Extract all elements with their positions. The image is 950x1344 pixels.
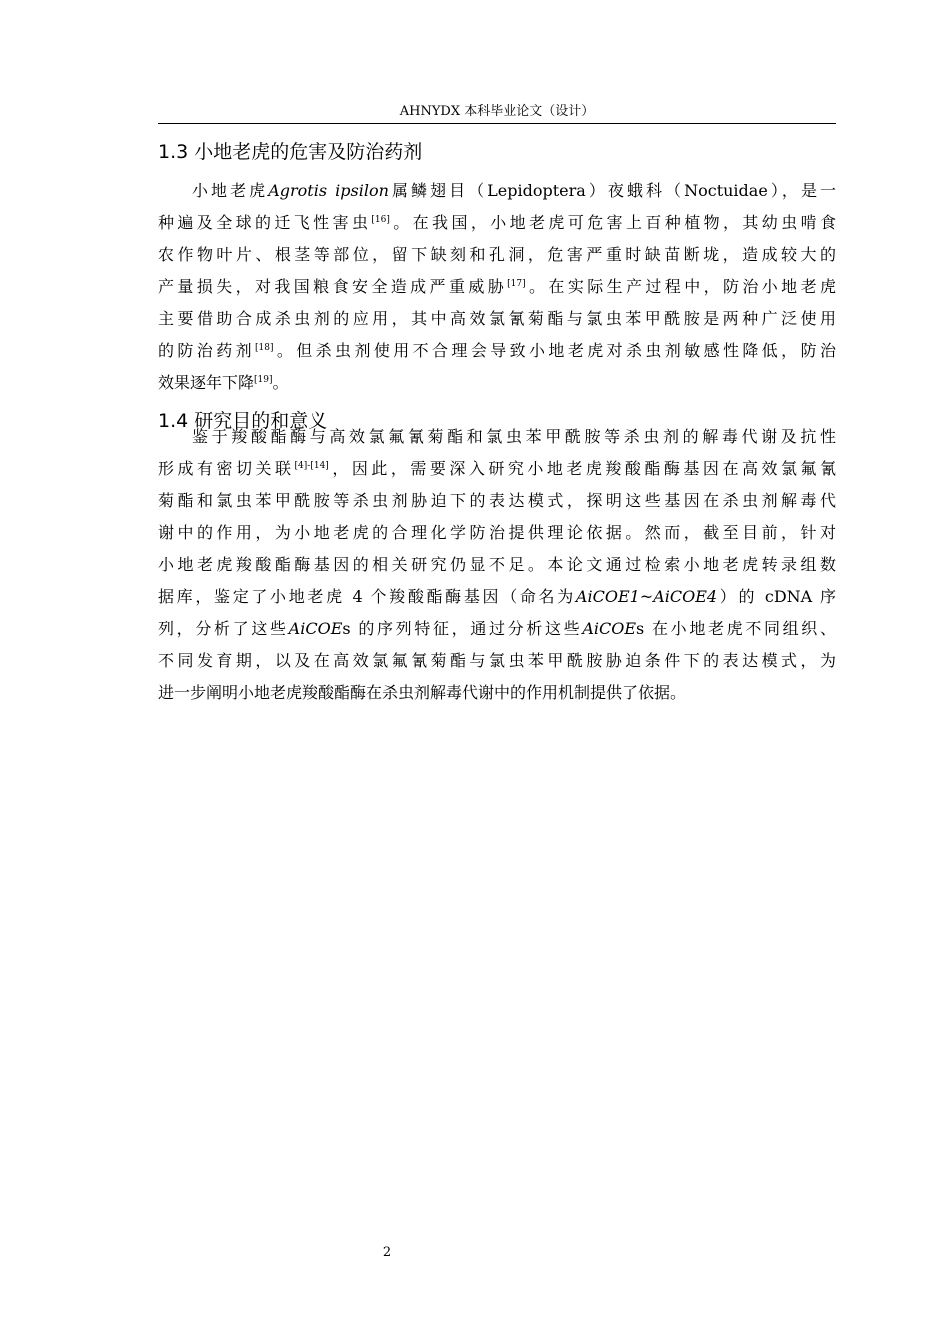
text-line: 谢中的作用，为小地老虎的合理化学防治提供理论依据。然而，截至目前，针对 <box>158 523 836 542</box>
section-heading-1-4: 1.4 研究目的和意义 <box>158 410 328 432</box>
section-heading-1-3: 1.3 小地老虎的危害及防治药剂 <box>158 141 423 163</box>
text-line: 种遍及全球的迁飞性害虫[16]。在我国，小地老虎可危害上百种植物，其幼虫啃食 <box>158 213 836 232</box>
gene-name: AiCOE <box>288 619 343 638</box>
species-name: Agrotis ipsilon <box>268 181 389 200</box>
gene-name: AiCOE <box>582 619 637 638</box>
paragraph-1-4 <box>158 421 836 709</box>
text-line: 产量损失，对我国粮食安全造成严重威胁[17]。在实际生产过程中，防治小地老虎 <box>158 277 836 296</box>
text-line: 农作物叶片、根茎等部位，留下缺刻和孔洞，危害严重时缺苗断垅，造成较大的 <box>158 245 836 264</box>
text-line: 不同发育期，以及在高效氯氟氰菊酯与氯虫苯甲酰胺胁迫条件下的表达模式，为 <box>158 651 836 670</box>
text-line: 据库，鉴定了小地老虎 4 个羧酸酯酶基因（命名为AiCOE1~AiCOE4）的 cDNA 序 <box>158 587 836 606</box>
citation: [4]-[14] <box>294 461 329 471</box>
text-line: 鉴于羧酸酯酶与高效氯氟氰菊酯和氯虫苯甲酰胺等杀虫剂的解毒代谢及抗性 <box>192 427 836 446</box>
citation: [19] <box>254 375 273 385</box>
text-line: 效果逐年下降[19]。 <box>158 373 289 392</box>
text-line: 的防治药剂[18]。但杀虫剂使用不合理会导致小地老虎对杀虫剂敏感性降低，防治 <box>158 341 836 360</box>
gene-name: AiCOE1~AiCOE4 <box>575 587 718 606</box>
text-line: 进一步阐明小地老虎羧酸酯酶在杀虫剂解毒代谢中的作用机制提供了依据。 <box>158 683 687 702</box>
text-line: 主要借助合成杀虫剂的应用，其中高效氯氰菊酯与氯虫苯甲酰胺是两种广泛使用 <box>158 309 836 328</box>
text-line: 小地老虎羧酸酯酶基因的相关研究仍显不足。本论文通过检索小地老虎转录组数 <box>158 555 836 574</box>
page-number: 2 <box>382 1245 392 1260</box>
text-line: 菊酯和氯虫苯甲酰胺等杀虫剂胁迫下的表达模式，探明这些基因在杀虫剂解毒代 <box>158 491 836 510</box>
header-rule <box>158 123 836 124</box>
text-line: 列，分析了这些AiCOEs 的序列特征，通过分析这些AiCOEs 在小地老虎不同组织、 <box>158 619 836 638</box>
citation: [16] <box>371 215 390 225</box>
text-line: 形成有密切关联[4]-[14]，因此，需要深入研究小地老虎羧酸酯酶基因在高效氯氟氰 <box>158 459 836 478</box>
citation: [18] <box>254 343 274 353</box>
text-line: 小地老虎Agrotis ipsilon属鳞翅目（Lepidoptera）夜蛾科（Noctuidae），是一 <box>192 181 836 200</box>
page-header: AHNYDX 本科毕业论文（设计） <box>399 104 595 119</box>
paragraph-1-3 <box>158 175 836 399</box>
citation: [17] <box>507 279 526 289</box>
